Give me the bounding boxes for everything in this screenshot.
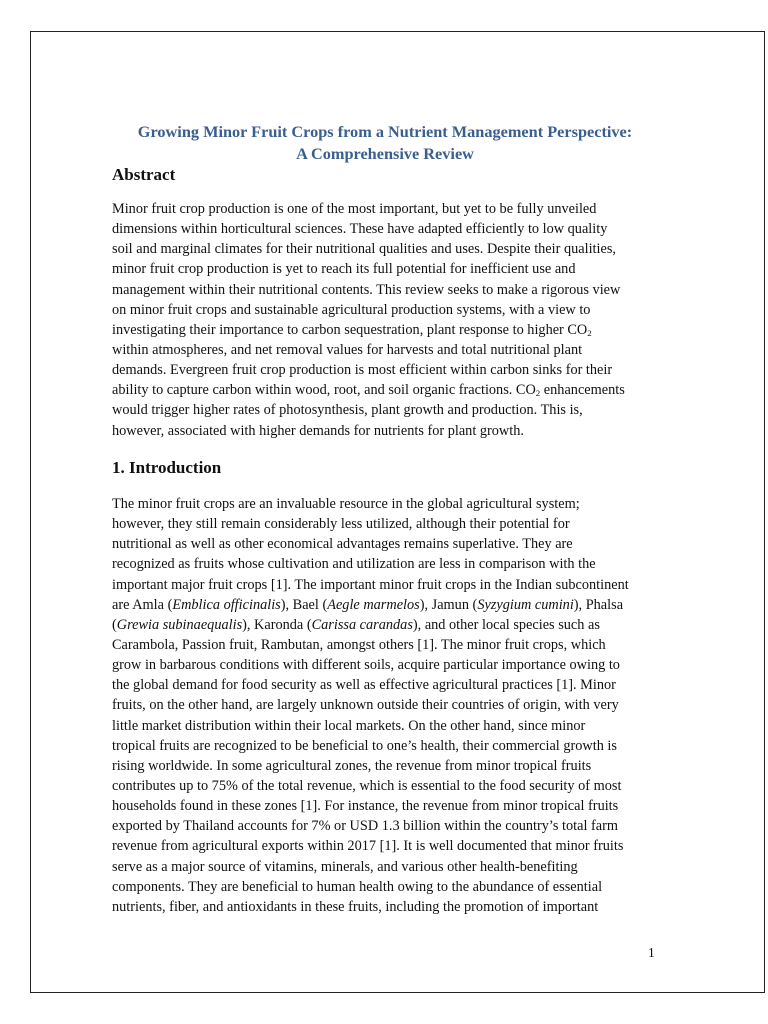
text-run: however, associated with higher demands for nutrients for plant growth. bbox=[112, 422, 524, 439]
intro-line bbox=[112, 877, 672, 897]
abstract-line bbox=[112, 219, 672, 239]
intro-line bbox=[112, 575, 672, 595]
intro-line bbox=[112, 695, 672, 715]
text-run: exported by Thailand accounts for 7% or USD 1.3 billion within the country’s total farm bbox=[112, 818, 618, 835]
text-run: contributes up to 75% of the total revenue, which is essential to the food security of most bbox=[112, 777, 622, 794]
intro-line bbox=[112, 776, 672, 796]
text-run: within atmospheres, and net removal values for harvests and total nutritional plant bbox=[112, 341, 583, 358]
text-run: grow in barbarous conditions with different soils, acquire particular importance owing to bbox=[112, 657, 620, 674]
intro-line bbox=[112, 494, 672, 514]
text-run: demands. Evergreen fruit crop production is most efficient within carbon sinks for their bbox=[112, 362, 613, 379]
text-run: management within their nutritional contents. This review seeks to make a rigorous view bbox=[112, 281, 621, 298]
text-run: little market distribution within their local markets. On the other hand, since minor bbox=[112, 717, 586, 734]
intro-line bbox=[112, 736, 672, 756]
intro-line bbox=[112, 615, 672, 635]
intro-line bbox=[112, 554, 672, 574]
text-run: The minor fruit crops are an invaluable resource in the global agricultural system; bbox=[112, 496, 580, 512]
introduction-heading: 1. Introduction bbox=[112, 458, 222, 477]
intro-line bbox=[112, 514, 672, 534]
title-line-1: Growing Minor Fruit Crops from a Nutrient Management Perspective: bbox=[137, 122, 633, 141]
abstract-line bbox=[112, 320, 672, 340]
text-run: however, they still remain considerably less utilized, although their potential for bbox=[112, 516, 570, 533]
text-run: ( bbox=[112, 616, 117, 633]
text-run: the global demand for food security as well as effective agricultural practices [1]. Minor bbox=[112, 677, 616, 694]
text-run: Carambola, Passion fruit, Rambutan, amongst others [1]. The minor fruit crops, which bbox=[112, 636, 606, 653]
intro-line bbox=[112, 595, 672, 615]
subscript-2: 2 bbox=[587, 328, 592, 339]
species-name: Aegle marmelos bbox=[327, 596, 420, 613]
text-run: recognized as fruits whose cultivation and utilization are less in comparison with the bbox=[112, 556, 596, 573]
text-run: tropical fruits are recognized to be beneficial to one’s health, their commercial growth is bbox=[112, 737, 617, 754]
abstract-line bbox=[112, 280, 672, 300]
introduction-paragraph bbox=[112, 494, 672, 917]
abstract-line bbox=[112, 360, 672, 380]
intro-line bbox=[112, 897, 672, 917]
page-number: 1 bbox=[648, 945, 655, 960]
intro-line bbox=[112, 816, 672, 836]
text-run: ), Bael ( bbox=[280, 596, 328, 613]
text-run: rising worldwide. In some agricultural zones, the revenue from minor tropical fruits bbox=[112, 757, 592, 774]
species-name: Emblica officinalis bbox=[172, 596, 281, 613]
abstract-line bbox=[112, 259, 672, 279]
text-run: revenue from agricultural exports within 2017 [1]. It is well documented that minor fruits bbox=[112, 838, 624, 855]
text-run: important major fruit crops [1]. The important minor fruit crops in the Indian subcontinent bbox=[112, 576, 629, 593]
text-run: minor fruit crop production is yet to reach its full potential for inefficient use and bbox=[112, 261, 576, 278]
text-run: would trigger higher rates of photosynthesis, plant growth and production. This is, bbox=[112, 402, 583, 419]
text-run: ability to capture carbon within wood, root, and soil organic fractions. CO bbox=[112, 382, 536, 399]
intro-line bbox=[112, 635, 672, 655]
abstract-paragraph bbox=[112, 199, 672, 441]
text-run: serve as a major source of vitamins, minerals, and various other health-benefiting bbox=[112, 858, 578, 875]
text-run: on minor fruit crops and sustainable agricultural production systems, with a view to bbox=[112, 301, 591, 318]
species-name: Syzygium cumini bbox=[477, 596, 574, 613]
text-run: enhancements bbox=[540, 382, 625, 399]
text-run: investigating their importance to carbon sequestration, plant response to higher CO bbox=[112, 321, 588, 338]
text-run: are Amla ( bbox=[112, 596, 173, 613]
text-run: households found in these zones [1]. For instance, the revenue from minor tropical fruits bbox=[112, 798, 619, 815]
intro-line bbox=[112, 655, 672, 675]
abstract-line bbox=[112, 300, 672, 320]
intro-line bbox=[112, 756, 672, 776]
text-run: fruits, on the other hand, are largely unknown outside their countries of origin, with very bbox=[112, 697, 619, 714]
text-run: soil and marginal climates for their nutritional qualities and uses. Despite their qualities, bbox=[112, 241, 616, 258]
abstract-line bbox=[112, 421, 672, 441]
intro-line bbox=[112, 796, 672, 816]
text-run: Minor fruit crop production is one of the most important, but yet to be fully unveiled bbox=[112, 201, 597, 217]
intro-line bbox=[112, 534, 672, 554]
intro-line bbox=[112, 716, 672, 736]
abstract-line bbox=[112, 239, 672, 259]
abstract-heading: Abstract bbox=[112, 165, 176, 184]
document-title bbox=[112, 121, 658, 164]
title-line-2: A Comprehensive Review bbox=[296, 143, 474, 163]
abstract-line bbox=[112, 340, 672, 360]
abstract-line bbox=[112, 199, 672, 219]
species-name: Grewia subinaequalis bbox=[116, 616, 243, 633]
subscript-2: 2 bbox=[535, 388, 541, 399]
species-name: Carissa carandas bbox=[311, 616, 413, 633]
text-run: dimensions within horticultural sciences. These have adapted efficiently to low quality bbox=[112, 221, 608, 238]
intro-line bbox=[112, 857, 672, 877]
text-run: nutritional as well as other economical advantages remains superlative. They are bbox=[112, 536, 573, 553]
text-run: ), Karonda ( bbox=[242, 616, 312, 633]
abstract-line bbox=[112, 400, 672, 420]
abstract-line bbox=[112, 380, 672, 400]
text-run: ), and other local species such as bbox=[412, 616, 600, 633]
intro-line bbox=[112, 675, 672, 695]
intro-line bbox=[112, 836, 672, 856]
text-run: nutrients, fiber, and antioxidants in these fruits, including the promotion of important bbox=[112, 898, 599, 915]
text-run: ), Phalsa bbox=[573, 596, 624, 613]
text-run: components. They are beneficial to human health owing to the abundance of essential bbox=[112, 878, 603, 895]
text-run: ), Jamun ( bbox=[419, 596, 478, 613]
